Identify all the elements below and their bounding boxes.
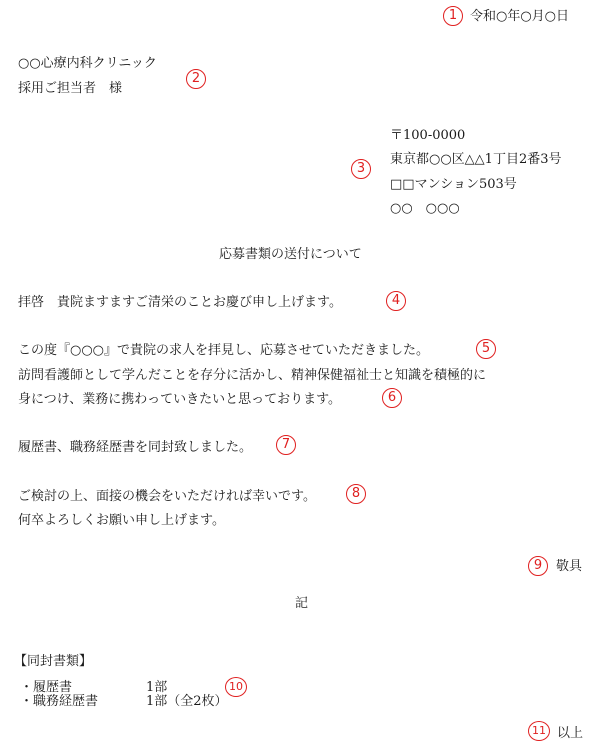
marker-6: 6 — [382, 388, 402, 408]
sender-building: □□マンション503号 — [390, 177, 517, 192]
subject-title: 応募書類の送付について — [219, 247, 362, 262]
p3-line1: ご検討の上、面接の機会をいただければ幸いです。 — [18, 489, 316, 504]
recipient-person: 採用ご担当者 様 — [18, 81, 123, 96]
sender-name: ○○ ○○○ — [390, 201, 460, 216]
marker-2: 2 — [186, 69, 206, 89]
enclosure-item-name: ・履歴書 — [20, 680, 73, 695]
p2: 履歴書、職務経歴書を同封致しました。 — [18, 440, 253, 455]
enclosure-item-qty: 1部（全2枚） — [146, 694, 228, 709]
marker-8: 8 — [346, 484, 366, 504]
greeting: 拝啓 貴院ますますご清栄のことお慶び申し上げます。 — [18, 295, 342, 310]
enclosure-item-qty: 1部 — [146, 680, 168, 695]
marker-3: 3 — [351, 159, 371, 179]
marker-5: 5 — [476, 339, 496, 359]
marker-10: 10 — [225, 677, 247, 697]
marker-11: 11 — [528, 721, 550, 741]
p1-line2: 訪問看護師として学んだことを存分に活かし、精神保健福祉士と知識を積極的に — [18, 368, 487, 383]
enclosure-item-name: ・職務経歴書 — [20, 694, 99, 709]
sender-postal: 〒100-0000 — [390, 128, 466, 143]
p1-line3: 身につけ、業務に携わっていきたいと思っております。 — [18, 392, 342, 407]
date: 令和○年○月○日 — [470, 9, 570, 24]
enclosures-heading: 【同封書類】 — [14, 654, 93, 669]
p1-line1: この度『○○○』で貴院の求人を拝見し、応募させていただきました。 — [18, 343, 430, 358]
ki-heading: 記 — [295, 596, 309, 611]
marker-1: 1 — [443, 6, 463, 26]
sender-address: 東京都○○区△△1丁目2番3号 — [390, 152, 562, 167]
closing: 敬具 — [556, 559, 583, 574]
marker-9: 9 — [528, 556, 548, 576]
marker-7: 7 — [276, 435, 296, 455]
marker-4: 4 — [386, 291, 406, 311]
p3-line2: 何卒よろしくお願い申し上げます。 — [18, 513, 225, 528]
recipient-clinic: ○○心療内科クリニック — [18, 56, 157, 71]
end-mark: 以上 — [557, 726, 584, 741]
